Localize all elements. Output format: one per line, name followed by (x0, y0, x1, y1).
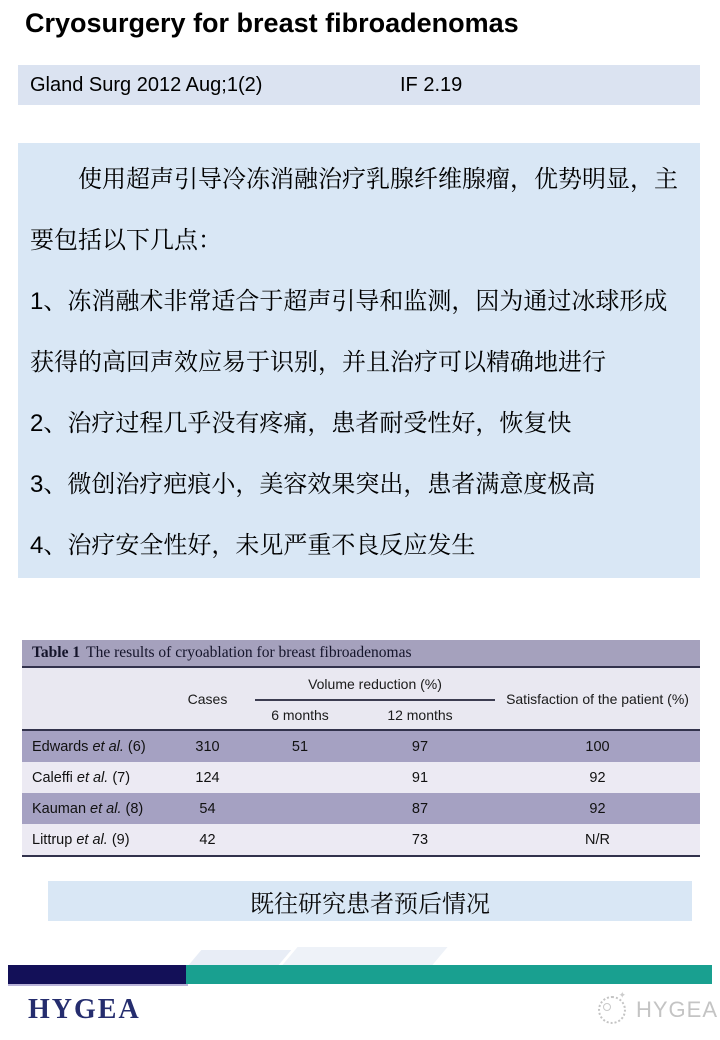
cell-cases: 124 (195, 769, 220, 786)
study-etal: et al. (76, 831, 108, 848)
cell-cases: 310 (195, 738, 220, 755)
cell-satisfaction: 100 (585, 738, 610, 755)
summary-intro: 使用超声引导冷冻消融治疗乳腺纤维腺瘤，优势明显，主要包括以下几点： (30, 166, 678, 254)
study-ref: (8) (125, 800, 144, 817)
study-ref: (9) (111, 831, 130, 848)
cell-cases: 54 (199, 800, 216, 817)
footer-swoosh (189, 950, 292, 965)
hygea-watermark (598, 996, 718, 1024)
caption-banner: 既往研究患者预后情况 (48, 881, 692, 921)
journal-bar (18, 65, 700, 105)
table-row (22, 793, 700, 824)
page-title: Cryosurgery for breast fibroadenomas (25, 8, 519, 38)
cell-study (22, 801, 160, 817)
study-etal: et al. (76, 769, 109, 786)
footer-navy-bar (8, 965, 186, 984)
cell-12-months: 97 (411, 738, 429, 755)
footer-navy-underline (8, 984, 188, 986)
hygea-watermark-globe-icon (598, 996, 626, 1024)
cell-12-months: 91 (411, 769, 429, 786)
header-cell-volume-reduction: Volume reduction (%) (255, 668, 495, 701)
study-author: Littrup (32, 831, 73, 848)
study-author: Edwards (32, 738, 89, 755)
cell-12-months: 87 (411, 800, 429, 817)
table-rule-bottom (22, 855, 700, 857)
impact-factor: IF 2.19 (400, 73, 463, 96)
table-caption-label: Table 1 (32, 644, 81, 661)
table-header (22, 668, 700, 729)
cell-satisfaction: N/R (585, 831, 610, 848)
results-table (22, 640, 700, 857)
header-cell-12-months: 12 months (387, 707, 453, 723)
summary-point-3: 3、微创治疗疤痕小，美容效果突出，患者满意度极高 (30, 471, 596, 498)
header-cell-6-months: 6 months (271, 707, 329, 723)
footer-swoosh (282, 947, 447, 965)
cell-study (22, 739, 160, 755)
journal-citation: Gland Surg 2012 Aug;1(2) (30, 73, 263, 96)
study-ref: (6) (127, 738, 146, 755)
header-cell-cases: Cases (187, 690, 228, 707)
table-caption-text: The results of cryoablation for breast fibroadenomas (86, 644, 412, 661)
table-row (22, 731, 700, 762)
header-cell-satisfaction: Satisfaction of the patient (%) (506, 690, 689, 707)
cell-12-months: 73 (411, 831, 429, 848)
cell-satisfaction: 92 (589, 800, 606, 817)
hygea-watermark-text: HYGEA (636, 997, 719, 1022)
table-row (22, 762, 700, 793)
summary-point-4: 4、治疗安全性好，未见严重不良反应发生 (30, 532, 476, 559)
study-author: Caleffi (32, 769, 73, 786)
cell-satisfaction: 92 (589, 769, 606, 786)
cell-6-months: 51 (291, 738, 309, 755)
cell-study (22, 832, 160, 848)
table-caption (22, 640, 700, 666)
cell-study (22, 770, 160, 786)
study-etal: et al. (90, 800, 122, 817)
footer-teal-bar (186, 965, 712, 984)
study-ref: (7) (112, 769, 131, 786)
study-etal: et al. (92, 738, 124, 755)
summary-box (18, 143, 700, 578)
table-row (22, 824, 700, 855)
hygea-logo: HYGEA (28, 994, 141, 1025)
summary-point-2: 2、治疗过程几乎没有疼痛，患者耐受性好，恢复快 (30, 410, 572, 437)
summary-point-1: 1、冻消融术非常适合于超声引导和监测，因为通过冰球形成获得的高回声效应易于识别，并且治疗可以精确地进行 (30, 288, 668, 376)
study-author: Kauman (32, 800, 87, 817)
cell-cases: 42 (199, 831, 216, 848)
